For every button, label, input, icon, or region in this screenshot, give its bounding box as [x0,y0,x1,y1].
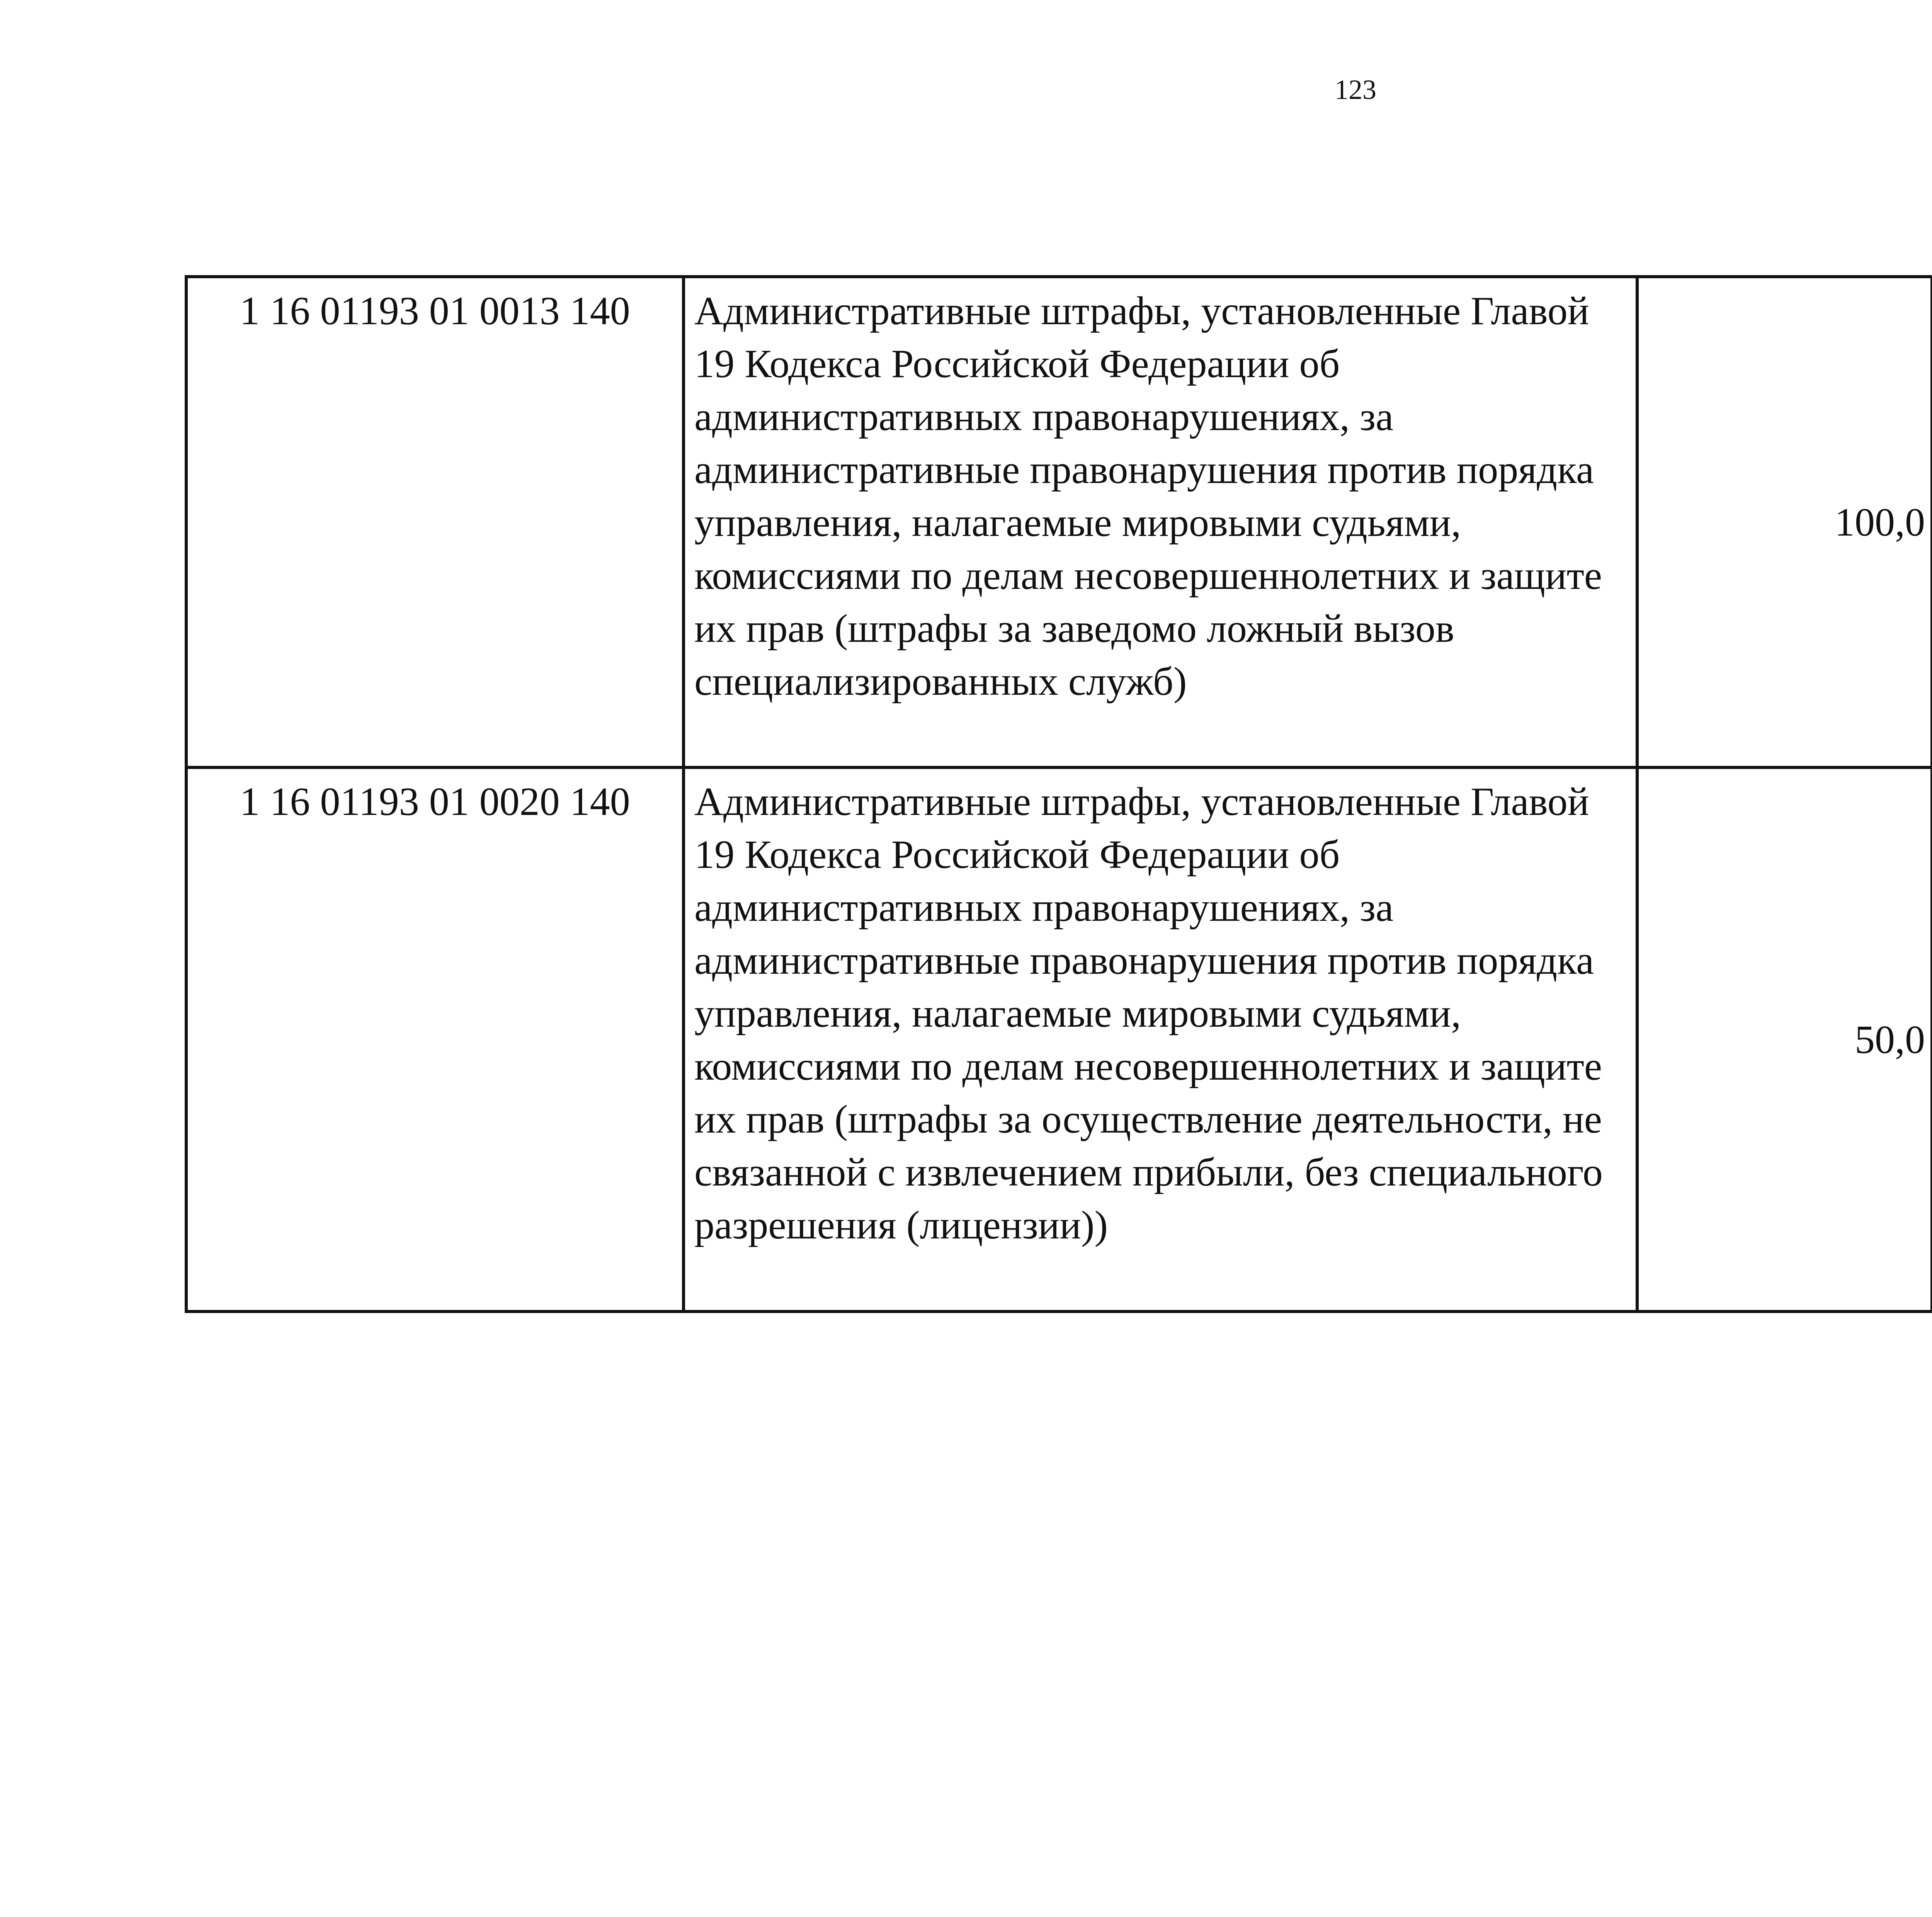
value-cell-1: 50,0 [1637,767,1932,1311]
table-row [186,767,1932,1311]
description-cell: Административные штрафы, установленные Главой 19 Кодекса Российской Федерации об административных правонарушениях, за административные правонарушения против порядка управления, налагаемые мировыми судьями, комиссиями по делам несовершеннолетних и защите их прав (штрафы за осуществление деятельности, не связанной с извлечением прибыли, без специального разрешения (лицензии)) [684,767,1637,1311]
value-cell-1: 100,0 [1637,277,1932,767]
budget-code-cell: 1 16 01193 01 0020 140 [186,767,684,1311]
budget-code-cell: 1 16 01193 01 0013 140 [186,277,684,767]
table-row [186,277,1932,767]
page-number: 123 [1335,74,1376,105]
description-cell: Административные штрафы, установленные Главой 19 Кодекса Российской Федерации об административных правонарушениях, за административные правонарушения против порядка управления, налагаемые мировыми судьями, комиссиями по делам несовершеннолетних и защите их прав (штрафы за заведомо ложный вызов специализированных служб) [684,277,1637,767]
budget-table [185,275,1932,1313]
